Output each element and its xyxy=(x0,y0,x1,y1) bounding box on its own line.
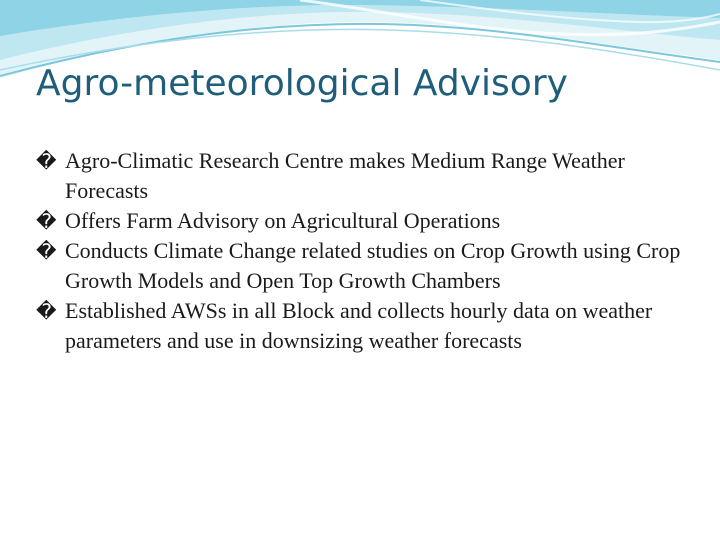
bullet-item xyxy=(36,146,696,206)
bullet-marker-icon: � xyxy=(36,209,57,233)
slide-title: Agro-meteorological Advisory xyxy=(36,63,568,104)
bullet-marker-icon: � xyxy=(36,299,57,323)
bullet-item xyxy=(36,236,696,296)
bullet-item xyxy=(36,296,696,356)
bullet-list xyxy=(36,146,696,356)
bullet-text: Agro-Climatic Research Centre makes Medium Range Weather Forecasts xyxy=(65,148,625,203)
bullet-marker-icon: � xyxy=(36,149,57,173)
bullet-marker-icon: � xyxy=(36,239,57,263)
bullet-text: Conducts Climate Change related studies on Crop Growth using Crop Growth Models and Open Top Growth Chambers xyxy=(65,238,681,293)
bullet-text: Established AWSs in all Block and collects hourly data on weather parameters and use in downsizing weather forecasts xyxy=(65,298,653,353)
bullet-item xyxy=(36,206,696,236)
bullet-text: Offers Farm Advisory on Agricultural Operations xyxy=(65,208,501,233)
